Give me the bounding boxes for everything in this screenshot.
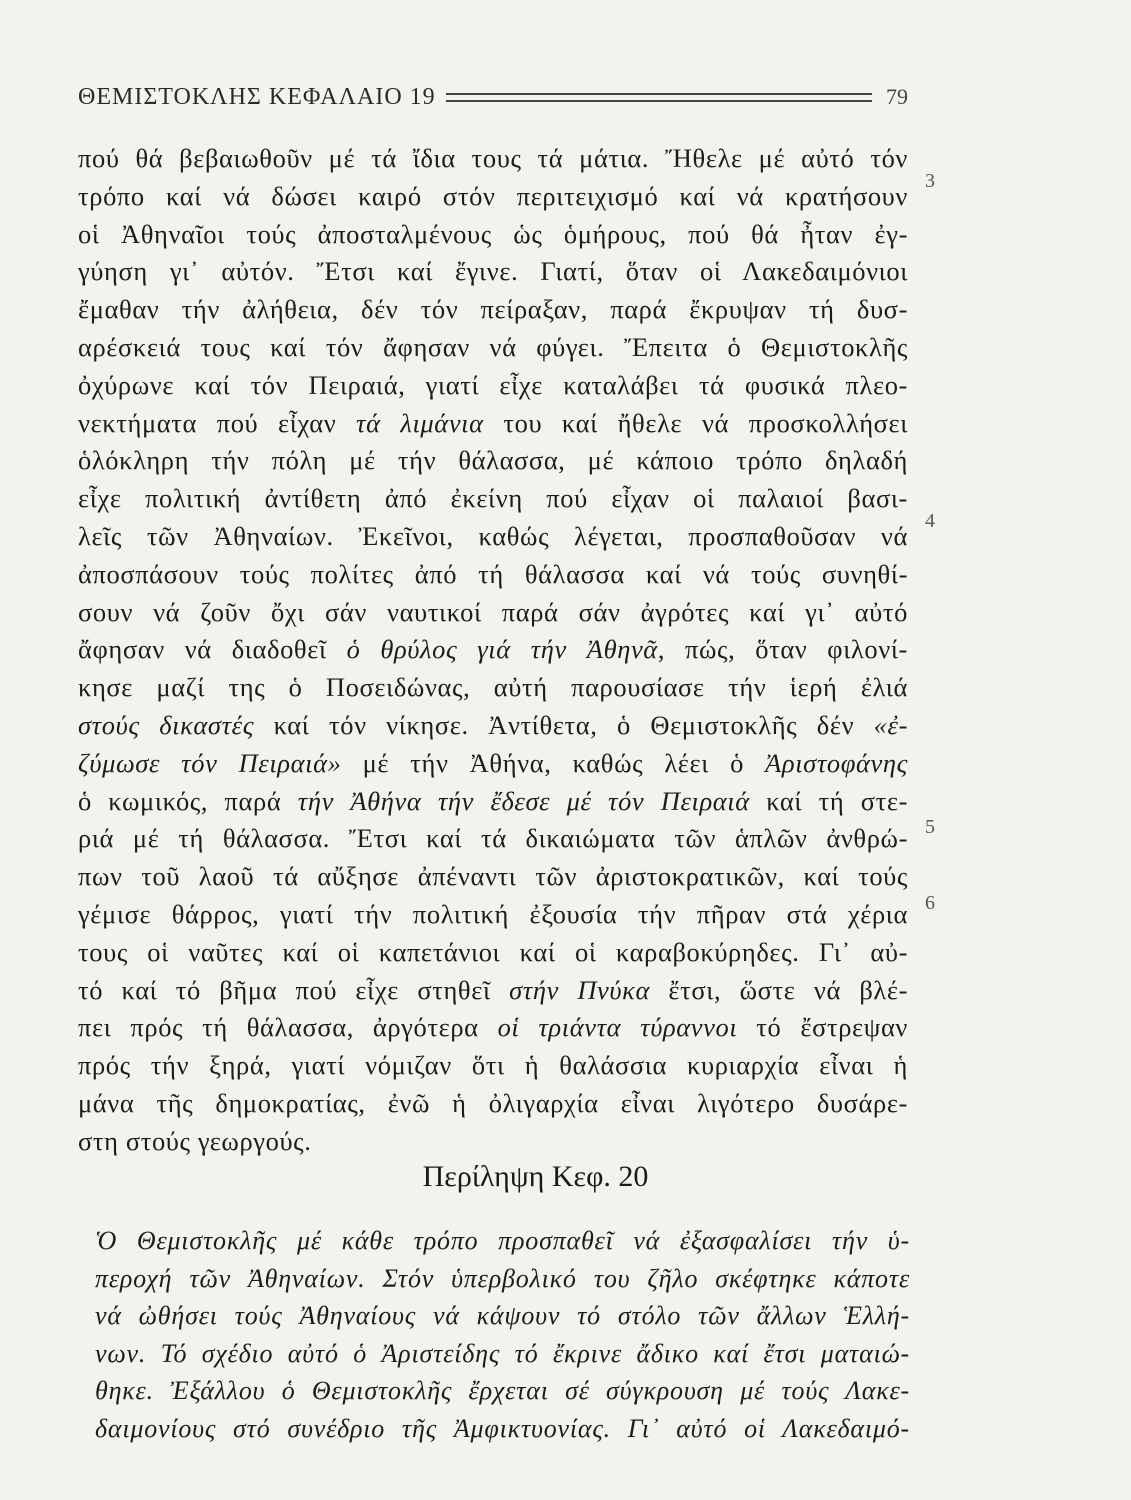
text-line: μάνα τῆς δημοκρατίας, ἐνῶ ἡ ὀλιγαρχία εἶναι λιγότερο δυσάρε- (78, 1087, 908, 1118)
text-run: μέ τήν Ἀθήνα, καθώς λέει ὁ (341, 747, 766, 778)
text-line: στη στούς γεωργούς. (78, 1125, 312, 1156)
page-number: 79 (886, 84, 908, 109)
text-line: οἱ Ἀθηναῖοι τούς ἀποσταλμένους ὡς ὁμήρους, πού θά ἦταν ἐγ- (78, 218, 908, 249)
text-run: , πώς, ὅταν φιλονί- (657, 634, 908, 665)
text-line: εἶχε πολιτική ἀντίθετη ἀπό ἐκείνη πού εἶχαν οἱ παλαιοί βασι- (78, 483, 908, 514)
summary-line: νων. Τό σχέδιο αὐτό ὁ Ἀριστείδης τό ἔκρινε ἄδικο καί ἔτσι ματαιώ- (95, 1338, 910, 1368)
text-line (78, 1009, 908, 1047)
text-line (78, 405, 908, 443)
section-heading (0, 1160, 1131, 1194)
margin-number: 6 (925, 892, 935, 914)
italic-run: οἱ τριάντα τύραννοι (497, 1012, 738, 1043)
header-rule (446, 93, 872, 102)
text-line (78, 783, 908, 821)
text-line: σουν νά ζοῦν ὄχι σάν ναυτικοί παρά σάν ἀγρότες καί γι᾽ αὐτό (78, 596, 908, 627)
italic-run: τά λιμάνια (356, 407, 484, 438)
text-run: ἔτσι, ὥστε νά βλέ- (650, 974, 909, 1005)
summary-text (95, 1222, 910, 1447)
italic-run: στούς δικαστές (78, 709, 255, 740)
text-run: ἄφησαν νά διαδοθεῖ (78, 634, 347, 665)
text-line (78, 707, 908, 745)
italic-run: ζύμωσε τόν Πειραιά» (78, 747, 342, 778)
summary-line: δαιμονίους στό συνέδριο τῆς Ἀμφικτυονίας. Γι᾽ αὐτό οἱ Λακεδαιμό- (95, 1413, 910, 1443)
text-line: ὁλόκληρη τήν πόλη μέ τήν θάλασσα, μέ κάποιο τρόπο δηλαδή (78, 445, 908, 476)
italic-run: στήν Πνύκα (509, 974, 651, 1005)
text-line: ἀποσπάσουν τούς πολίτες ἀπό τή θάλασσα καί νά τούς συνηθί- (78, 558, 908, 589)
summary-line: νά ὠθήσει τούς Ἀθηναίους νά κάψουν τό στόλο τῶν ἄλλων Ἑλλή- (95, 1301, 910, 1330)
running-header (78, 82, 908, 112)
summary-line: Ὁ Θεμιστοκλῆς μέ κάθε τρόπο προσπαθεῖ νά ἐξασφαλίσει τήν ὑ- (95, 1226, 910, 1255)
text-run: πει πρός τή θάλασσα, ἀργότερα (78, 1012, 498, 1043)
text-line (78, 631, 908, 669)
text-line: γύηση γι᾽ αὐτόν. Ἔτσι καί ἔγινε. Γιατί, ὅταν οἱ Λακεδαιμόνιοι (78, 256, 908, 287)
margin-number: 3 (925, 170, 935, 192)
summary-line: περοχή τῶν Ἀθηναίων. Στόν ὑπερβολικό του ζῆλο σκέφτηκε κάποτε (95, 1263, 910, 1293)
text-line (78, 972, 908, 1010)
text-run: καί τή στε- (749, 785, 908, 816)
text-line: κησε μαζί της ὁ Ποσειδώνας, αὐτή παρουσίασε τήν ἱερή ἐλιά (78, 672, 908, 703)
text-line: λεῖς τῶν Ἀθηναίων. Ἐκεῖνοι, καθώς λέγεται, προσπαθοῦσαν νά (78, 520, 908, 551)
italic-run: «ἐ- (873, 709, 908, 740)
text-run: τό ἔστρεψαν (737, 1012, 909, 1043)
margin-number: 5 (925, 816, 935, 838)
text-line: ὀχύρωνε καί τόν Πειραιά, γιατί εἶχε καταλάβει τά φυσικά πλεο- (78, 369, 908, 400)
text-line: ριά μέ τή θάλασσα. Ἔτσι καί τά δικαιώματα τῶν ἁπλῶν ἀνθρώ- (78, 823, 908, 854)
text-run: τό καί τό βῆμα πού εἶχε στηθεῖ (78, 974, 510, 1005)
text-line: τρόπο καί νά δώσει καιρό στόν περιτειχισμό καί νά κρατήσουν (78, 180, 908, 211)
summary-line: θηκε. Ἐξάλλου ὁ Θεμιστοκλῆς ἔρχεται σέ σύγκρουση μέ τούς Λακε- (95, 1376, 910, 1405)
text-line: πού θά βεβαιωθοῦν μέ τά ἴδια τους τά μάτια. Ἤθελε μέ αὐτό τόν (78, 143, 908, 173)
margin-number: 4 (925, 510, 935, 532)
text-run: νεκτήματα πού εἶχαν (78, 407, 357, 438)
text-line: ἔμαθαν τήν ἀλήθεια, δέν τόν πείραξαν, παρά ἔκρυψαν τή δυσ- (78, 294, 908, 325)
text-line (78, 745, 908, 783)
text-line: τους οἱ ναῦτες καί οἱ καπετάνιοι καί οἱ καραβοκύρηδες. Γι᾽ αὐ- (78, 936, 908, 967)
text-line: πων τοῦ λαοῦ τά αὔξησε ἀπέναντι τῶν ἀριστοκρατικῶν, καί τούς (78, 861, 908, 892)
text-line: πρός τήν ξηρά, γιατί νόμιζαν ὅτι ἡ θαλάσσια κυριαρχία εἶναι ἡ (78, 1050, 908, 1081)
text-run: ὁ κωμικός, παρά (78, 785, 298, 816)
section-heading-text: Περίληψη Κεφ. 20 (422, 1160, 649, 1193)
text-line: γέμισε θάρρος, γιατί τήν πολιτική ἐξουσία τήν πῆραν στά χέρια (78, 898, 908, 929)
italic-run: τήν Ἀθήνα τήν ἔδεσε μέ τόν Πειραιά (297, 785, 750, 816)
body-text (78, 140, 908, 1161)
header-title: ΘΕΜΙΣΤΟΚΛΗΣ ΚΕΦΑΛΑΙΟ 19 (78, 83, 436, 110)
text-line: αρέσκειά τους καί τόν ἄφησαν νά φύγει. Ἔπειτα ὁ Θεμιστοκλῆς (78, 331, 908, 362)
italic-run: Ἀριστοφάνης (765, 747, 908, 778)
italic-run: ὁ θρύλος γιά τήν Ἀθηνᾶ (346, 634, 658, 665)
text-run: καί τόν νίκησε. Ἀντίθετα, ὁ Θεμιστοκλῆς δέν (254, 709, 874, 740)
text-run: του καί ἤθελε νά προσκολλήσει (483, 407, 909, 438)
